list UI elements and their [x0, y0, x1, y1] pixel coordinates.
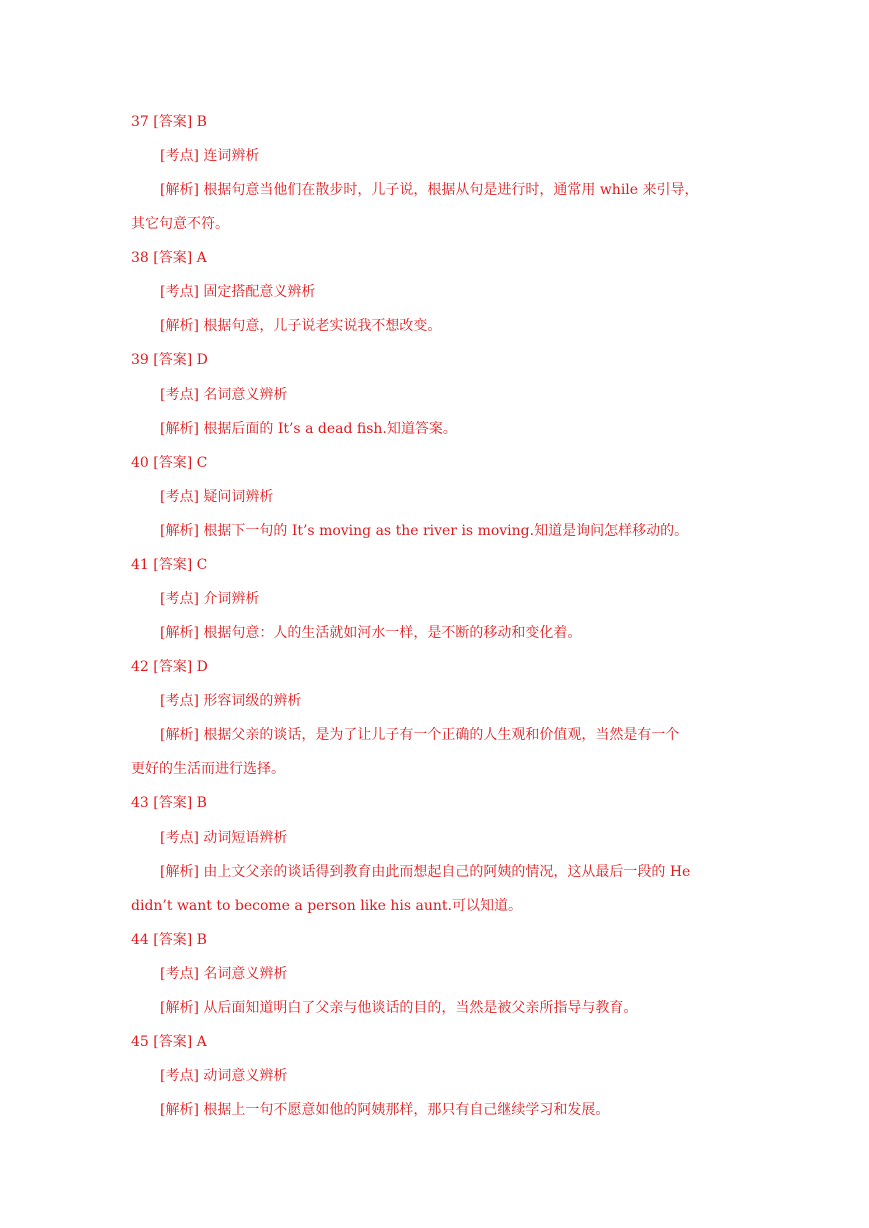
- answer-39: 39 [答案] D: [131, 352, 208, 368]
- point-39: [考点] 名词意义辨析: [160, 387, 288, 403]
- analysis-37-line1: [解析] 根据句意当他们在散步时，儿子说，根据从句是进行时，通常用 while 来引导，: [160, 182, 699, 198]
- analysis-43-line2: didn’t want to become a person like his aunt.可以知道。: [131, 898, 522, 914]
- answer-43: 43 [答案] B: [131, 795, 207, 811]
- analysis-45: [解析] 根据上一句不愿意如他的阿姨那样，那只有自己继续学习和发展。: [160, 1102, 610, 1118]
- answer-40: 40 [答案] C: [131, 455, 208, 471]
- analysis-41: [解析] 根据句意：人的生活就如河水一样，是不断的移动和变化着。: [160, 625, 582, 641]
- point-40: [考点] 疑问词辨析: [160, 489, 274, 505]
- point-37: [考点] 连词辨析: [160, 148, 260, 164]
- point-42: [考点] 形容词级的辨析: [160, 693, 302, 709]
- analysis-44: [解析] 从后面知道明白了父亲与他谈话的目的，当然是被父亲所指导与教育。: [160, 1000, 638, 1016]
- point-44: [考点] 名词意义辨析: [160, 966, 288, 982]
- analysis-38: [解析] 根据句意，儿子说老实说我不想改变。: [160, 318, 442, 334]
- answer-45: 45 [答案] A: [131, 1034, 207, 1050]
- point-43: [考点] 动词短语辨析: [160, 830, 288, 846]
- point-45: [考点] 动词意义辨析: [160, 1068, 288, 1084]
- analysis-40: [解析] 根据下一句的 It’s moving as the river is moving.知道是询问怎样移动的。: [160, 523, 689, 539]
- answer-38: 38 [答案] A: [131, 250, 207, 266]
- analysis-39: [解析] 根据后面的 It’s a dead fish.知道答案。: [160, 421, 457, 437]
- analysis-42-line2: 更好的生活而进行选择。: [131, 761, 285, 777]
- analysis-42-line1: [解析] 根据父亲的谈话，是为了让儿子有一个正确的人生观和价值观，当然是有一个: [160, 727, 680, 743]
- point-38: [考点] 固定搭配意义辨析: [160, 284, 316, 300]
- answer-44: 44 [答案] B: [131, 932, 207, 948]
- analysis-37-line2: 其它句意不符。: [131, 216, 229, 232]
- answer-37: 37 [答案] B: [131, 114, 207, 130]
- point-41: [考点] 介词辨析: [160, 591, 260, 607]
- analysis-43-line1: [解析] 由上文父亲的谈话得到教育由此而想起自己的阿姨的情况，这从最后一段的 He: [160, 864, 691, 880]
- answer-41: 41 [答案] C: [131, 557, 208, 573]
- answer-42: 42 [答案] D: [131, 659, 208, 675]
